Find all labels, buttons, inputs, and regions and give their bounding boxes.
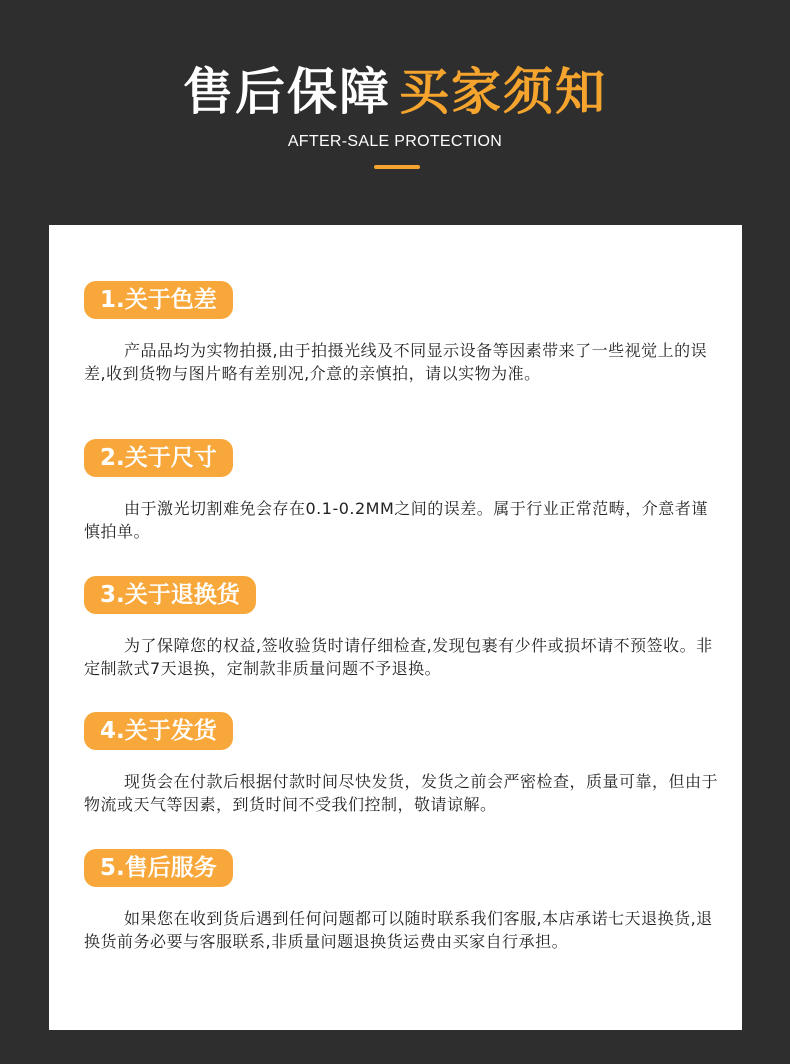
- section-text: 由于激光切割难免会存在0.1-0.2MM之间的误差。属于行业正常范畴，介意者谨慎拍单。: [84, 499, 708, 541]
- title-orange-part: 买家须知: [399, 63, 607, 121]
- title-white-part: 售后保障: [183, 63, 391, 121]
- header: [0, 0, 790, 225]
- section-heading: 3.关于退换货: [84, 576, 256, 614]
- notice-card: [49, 225, 742, 1030]
- page-title: [0, 60, 790, 124]
- section-text: 现货会在付款后根据付款时间尽快发货，发货之前会严密检查，质量可靠，但由于物流或天气等因素，到货时间不受我们控制，敬请谅解。: [84, 772, 719, 814]
- section-heading: 4.关于发货: [84, 712, 233, 750]
- section-heading: 1.关于色差: [84, 281, 233, 319]
- title-underline: [374, 165, 420, 169]
- section-heading: 2.关于尺寸: [84, 439, 233, 477]
- page-subtitle: AFTER-SALE PROTECTION: [287, 133, 503, 150]
- section-heading: 5.售后服务: [84, 849, 233, 887]
- section-text: 为了保障您的权益,签收验货时请仔细检查,发现包裹有少件或损坏请不预签收。非定制款式7天退换，定制款非质量问题不予退换。: [84, 636, 713, 678]
- section-text: 产品品均为实物拍摄,由于拍摄光线及不同显示设备等因素带来了一些视觉上的误差,收到货物与图片略有差别况,介意的亲慎拍，请以实物为准。: [84, 341, 708, 383]
- section-text: 如果您在收到货后遇到任何问题都可以随时联系我们客服,本店承诺七天退换货,退换货前务必要与客服联系,非质量问题退换货运费由买家自行承担。: [84, 909, 713, 951]
